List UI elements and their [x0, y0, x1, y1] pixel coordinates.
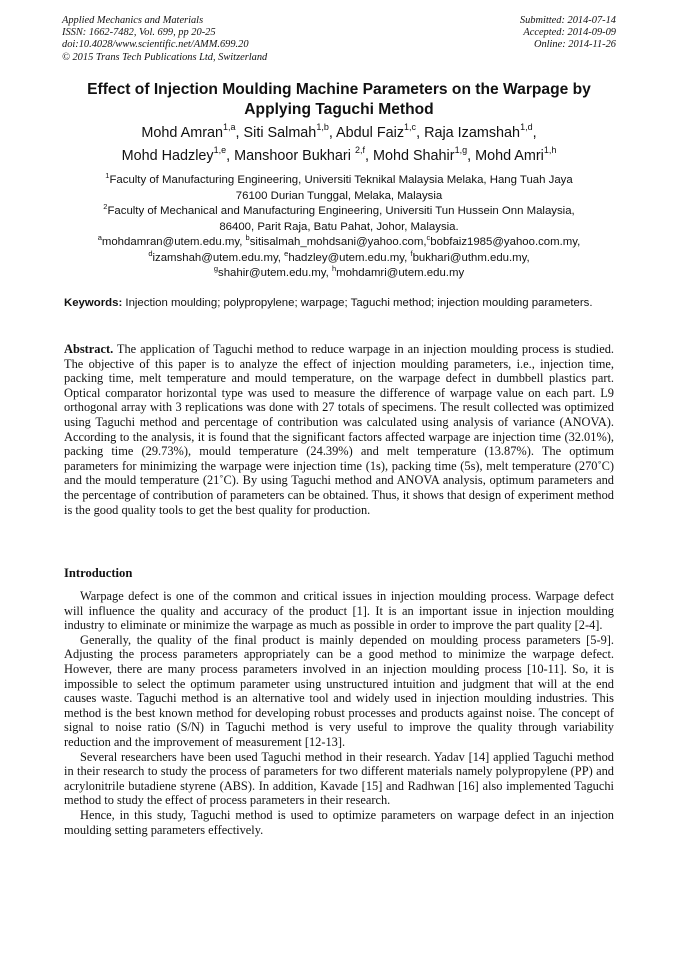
submitted-date: Submitted: 2014-07-14	[519, 15, 616, 26]
author-name: Manshoor Bukhari	[234, 148, 351, 164]
online-date: Online: 2014-11-26	[533, 39, 616, 51]
copyright-line: © 2015 Trans Tech Publications Ltd, Switzerland	[62, 51, 268, 63]
author-name: Mohd Amri	[475, 148, 544, 164]
author-sup: 1,a	[223, 122, 236, 133]
journal-name: Applied Mechanics and Materials	[62, 15, 204, 26]
author-name: Mohd Hadzley	[121, 148, 214, 164]
doi-line: doi:10.4028/www.scientific.net/AMM.699.20	[62, 39, 249, 51]
author-sup: 2,f	[354, 145, 365, 156]
author-sup: 1,g	[454, 145, 468, 156]
introduction-heading: Introduction	[64, 566, 133, 580]
intro-paragraph: Hence, in this study, Taguchi method is used to optimize parameters on warpage defect in an injection moulding setting parameters effectively.	[64, 807, 614, 837]
author-name: Siti Salmah	[243, 125, 317, 141]
affiliation-text: Faculty of Mechanical and Manufacturing Engineering, Universiti Tun Hussein Onn Malaysia,	[107, 205, 575, 217]
email-sup: a	[97, 233, 102, 243]
author-name: Mohd Amran	[141, 125, 224, 141]
affiliation-1-line-1	[62, 173, 616, 189]
author-sup: 1,b	[316, 122, 329, 133]
email-line-3	[62, 266, 616, 282]
email-sup: g	[213, 264, 219, 274]
journal-header	[62, 15, 267, 64]
email-sup: c	[426, 233, 431, 243]
accepted-date: Accepted: 2014-09-09	[523, 27, 616, 39]
author-line-2: Mohd Hadzley$^{1,e}$, Manshoor Bukhari $^{2,f}$, Mohd Shahir$^{1,g}$, Mohd Amri$^{1,h}$	[121, 145, 557, 164]
affiliation-2-line-1	[62, 204, 616, 220]
email-address[interactable]: mohdamran@utem.edu.my,	[101, 236, 243, 248]
email-sup: f	[410, 248, 413, 258]
author-name: Abdul Faiz	[336, 125, 405, 141]
author-sup: 1,c	[404, 122, 417, 133]
intro-paragraph: Generally, the quality of the final product is mainly depended on moulding process parameters [5-9]. Adjusting the process parameters appropriately can be a good method to minimize the warpage defect. However, there are many process parameters involved in an injection moulding process [10-11]. So, it is impossible to select the optimum parameter using unstructured intuition and judgment that will at the end causes waste. Taguchi method is an alternative tool and widely used in injection moulding industries. This method is the best known method for developing robust processes and products against noise. The concept of signal to noise ratio (S/N) in Taguchi method is very useful to improve the quality through variability reduction and the improvement of measurement [12-13].	[64, 632, 614, 749]
affiliations	[62, 173, 616, 282]
email-line-1	[62, 235, 616, 251]
issn-line: ISSN: 1662-7482, Vol. 699, pp 20-25	[62, 27, 216, 39]
email-address[interactable]: hadzley@utem.edu.my,	[288, 251, 408, 264]
email-sup: b	[245, 233, 250, 243]
intro-paragraph: Warpage defect is one of the common and critical issues in injection moulding process. Warpage defect will influence the quality and accuracy of the product [1]. It is an important issue in injection moulding industry to eliminate or minimize the warpage as much as possible in order to improve the part quality [2-4].	[64, 589, 614, 633]
paper-title	[60, 80, 618, 119]
author-name: Mohd Shahir	[372, 148, 455, 164]
keywords-section	[64, 296, 614, 311]
affiliation-2-line-2: 86400, Parit Raja, Batu Pahat, Johor, Malaysia.	[219, 220, 459, 233]
email-line-2	[62, 248, 616, 267]
submission-dates	[520, 15, 616, 52]
email-address[interactable]: shahir@utem.edu.my,	[218, 267, 329, 279]
keywords-label: Keywords:	[64, 297, 123, 309]
author-sup: 1,e	[213, 145, 227, 156]
email-address[interactable]: sitisalmah_mohdsani@yahoo.com,	[249, 236, 427, 248]
intro-paragraph: Several researchers have been used Taguchi method in their research. Yadav [14] applied Taguchi method in their research to study the process of parameters for two different materials namely polypropylene (PP) and acrylonitrile butadiene styrene (ABS). In addition, Kavade [15] and Radhwan [16] also implemented Taguchi method to study the effect of process parameters in their research.	[64, 749, 614, 808]
author-name: Raja Izamshah	[424, 125, 521, 141]
abstract-section	[64, 342, 614, 517]
affiliation-1-line-2: 76100 Durian Tunggal, Melaka, Malaysia	[235, 189, 443, 202]
email-address[interactable]: bukhari@uthm.edu.my,	[412, 251, 530, 264]
author-list	[60, 122, 618, 168]
affiliation-sup: 2	[103, 202, 108, 212]
affiliation-text: Faculty of Manufacturing Engineering, Universiti Teknikal Malaysia Melaka, Hang Tuah Jaya	[109, 174, 573, 186]
email-address[interactable]: mohdamri@utem.edu.my	[336, 267, 465, 279]
title-line-1: Effect of Injection Moulding Machine Parameters on the Warpage by	[87, 81, 591, 98]
email-sup: e	[284, 248, 289, 258]
author-line-1: Mohd Amran$^{1,a}$, Siti Salmah$^{1,b}$, Abdul Faiz$^{1,c}$, Raja Izamshah$^{1,d}$,	[141, 122, 537, 141]
abstract-text: The application of Taguchi method to reduce warpage in an injection moulding process is studied. The objective of this paper is to analyze the effect of injection moulding parameters, i.e., injection time, packing time, melt temperature and mould temperature, on the warpage defect in dumbbell plastics part. Optical comparator horizontal type was used to measure the difference of warpage value on each part. L9 orthogonal array with 3 replications was done with 27 totals of specimens. The result collected was optimized using Taguchi method and percentage of contribution was calculated using analysis of variance (ANOVA). According to the analysis, it is found that the significant factors affected warpage are injection time (32.01%), packing time (29.73%), mould temperature (24.39%) and melt temperature (13.87%). The optimum parameters for minimizing the warpage were injection time (1s), packing time (5s), melt temperature (270˚C) and the mould temperature (21˚C). By using Taguchi method and ANOVA analysis, optimum parameters and the percentage of contribution of parameters can be obtained. Thus, it shows that design of experiment method is the good quality tools to get the best quality for production.	[64, 342, 615, 517]
title-line-2: Applying Taguchi Method	[244, 100, 434, 118]
email-sup: h	[331, 264, 337, 274]
abstract-label: Abstract.	[64, 342, 114, 356]
email-sup: d	[148, 248, 153, 258]
keywords-text: Injection moulding; polypropylene; warpage; Taguchi method; injection moulding parameters.	[125, 297, 593, 309]
email-address[interactable]: bobfaiz1985@yahoo.com.my,	[430, 236, 581, 248]
author-sup: 1,h	[543, 145, 557, 156]
author-sup: 1,d	[520, 122, 533, 133]
affiliation-sup: 1	[105, 171, 110, 181]
email-address[interactable]: izamshah@utem.edu.my,	[152, 251, 281, 264]
introduction-body	[64, 589, 614, 837]
